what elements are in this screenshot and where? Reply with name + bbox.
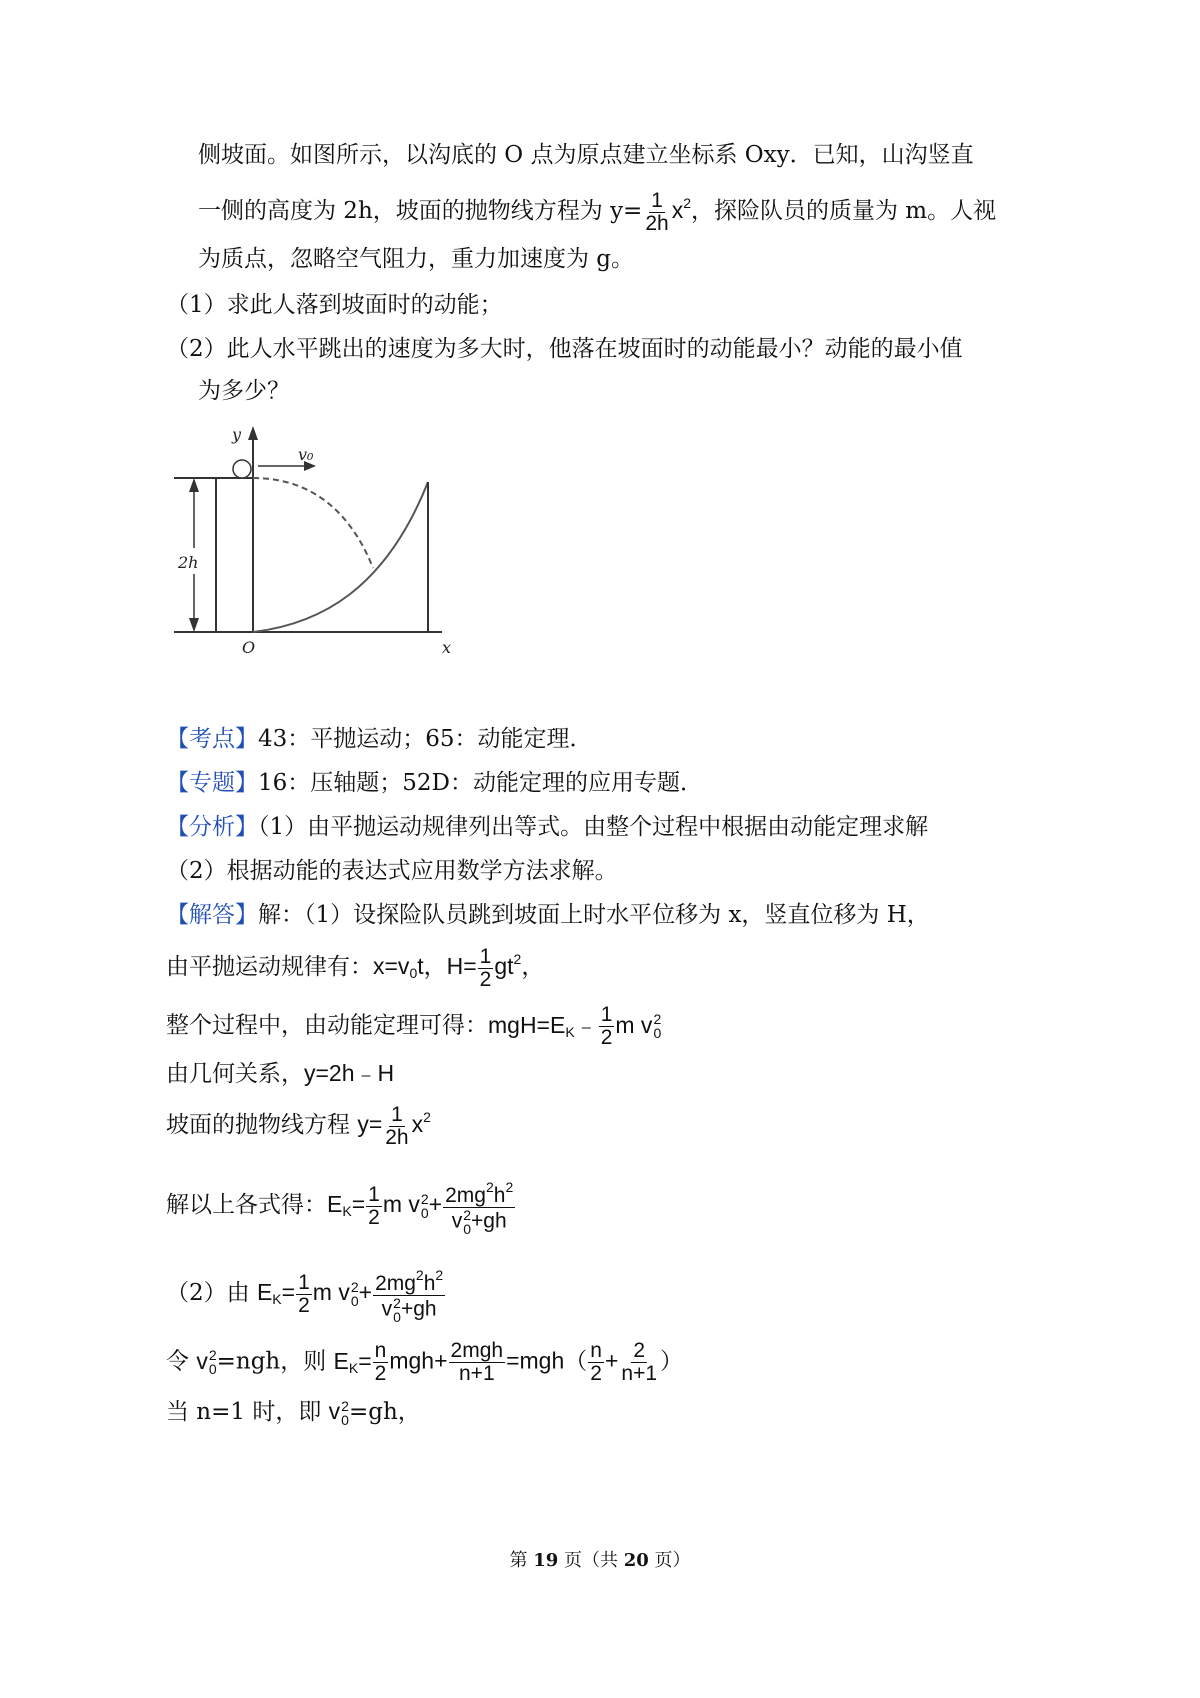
footer-text-a: 第	[509, 1550, 534, 1571]
solution-step-6: （2）由 $E_K=$ $\frac{1}{2}$ m v 2 0 + $2mg^2h^2$ v 2 0 +gh	[166, 1264, 446, 1324]
parabola-fraction: $\frac{1}{2h}$	[645, 188, 669, 235]
height-arrow-top	[189, 478, 199, 492]
kaodian-tag: 【考点】	[166, 726, 258, 752]
zhuanti-text: 16：压轴题；52D：动能定理的应用专题．	[258, 770, 703, 796]
origin-label: O	[242, 638, 256, 657]
n-half-fraction-2: $\frac{n}{2}$	[590, 1339, 602, 1385]
step-7-text-a: 令	[166, 1348, 197, 1375]
height-label: 2h	[178, 553, 199, 572]
height-arrow-bottom	[189, 618, 199, 632]
ek-fraction: $2mg^2h^2$ v 2 0 +gh	[443, 1176, 515, 1236]
step-1-text: 由平抛运动规律有：	[166, 954, 373, 980]
solution-step-8: 当 n=1 时，即 v 2 0 =gh，	[166, 1397, 421, 1428]
velocity-label: v₀	[298, 445, 314, 464]
step-5-text: 解以上各式得：	[166, 1192, 327, 1218]
mgh-fraction: $\frac{\text{2mgh}}{n+1}$	[450, 1339, 504, 1385]
half-fraction: $\frac{1}{2}$	[479, 944, 492, 991]
fenxi-text: （1）由平抛运动规律列出等式。由整个过程中根据由动能定理求解	[258, 814, 929, 840]
footer-text-b: 页（共	[558, 1550, 624, 1571]
solution-step-7: 令 v 2 0 =ngh，则 $E_K=$ $\frac{n}{2}$ mgh+ $\frac{\text{2mgh}}{n+1}$ =mgh（ $\frac{n}{2}$ + $\frac{2}{n+1}$ ）	[166, 1339, 684, 1385]
step-1-eq: $x=v_0t$，H=	[373, 953, 477, 981]
question-2-cont: 为多少？	[198, 378, 290, 404]
y-axis-arrow	[248, 426, 258, 440]
step-8-text-b: =gh，	[348, 1399, 421, 1425]
problem-line-3: 为质点，忽略空气阻力，重力加速度为 g。	[198, 246, 635, 272]
page-footer	[0, 1546, 1200, 1572]
step-2-text: 整个过程中，由动能定理可得：	[166, 1012, 488, 1039]
zhuanti-tag: 【专题】	[166, 770, 258, 796]
solution-step-1: 由平抛运动规律有：$x=v_0t$，H= $\frac{1}{2}$ $gt^2$，	[166, 944, 545, 991]
page-number: 19	[533, 1550, 559, 1571]
problem-line-2: 一侧的高度为 2h，坡面的抛物线方程为 y= $\frac{1}{2h}$ $x^2$，探险队员的质量为 m。人视	[198, 188, 997, 235]
zhuanti-line	[166, 768, 703, 798]
physics-diagram	[160, 420, 460, 660]
n-half-fraction: $\frac{n}{2}$	[374, 1339, 387, 1385]
y-axis-label: y	[232, 425, 242, 444]
half-fraction: $\frac{1}{2}$	[298, 1270, 310, 1317]
fenxi-tag: 【分析】	[166, 814, 258, 840]
question-2: （2）此人水平跳出的速度为多大时，他落在坡面时的动能最小？动能的最小值	[166, 336, 963, 362]
jieda-tag: 【解答】	[166, 902, 258, 928]
footer-text-c: 页）	[648, 1550, 691, 1571]
explorer-ball	[233, 460, 251, 478]
kaodian-text: 43：平抛运动；65：动能定理．	[258, 726, 593, 752]
ek-fraction: $2mg^2h^2$ v 2 0 +gh	[373, 1264, 445, 1324]
step-7-text-b: =ngh，则	[216, 1348, 334, 1375]
jieda-text: 解：（1）设探险队员跳到坡面上时水平位移为 x，竖直位移为 H，	[258, 902, 930, 928]
half-fraction: $\frac{1}{2}$	[600, 1003, 613, 1049]
solution-step-2: 整个过程中，由动能定理可得：$mgH=E_K﹣$ $\frac{1}{2}$ m v 2 0	[166, 1003, 662, 1049]
solution-step-3	[166, 1058, 394, 1089]
total-pages: 20	[623, 1550, 649, 1571]
solution-step-4: 坡面的抛物线方程 y= $\frac{1}{2h}$ $x^2$	[166, 1102, 431, 1149]
solution-step-5: 解以上各式得：$E_K=$ $\frac{1}{2}$ m v 2 0 + $2mg^2h^2$ v 2 0 +gh	[166, 1176, 516, 1236]
step-6-text: （2）由	[166, 1280, 257, 1306]
x-axis-label: x	[442, 638, 452, 657]
trajectory-dashed	[253, 478, 373, 568]
two-over-n1-fraction: $\frac{2}{n+1}$	[621, 1339, 658, 1385]
problem-line-2-text-b: ，探险队员的质量为 m。人视	[691, 198, 997, 224]
step-3-eq: y=2h﹣H	[304, 1060, 395, 1086]
question-1: （1）求此人落到坡面时的动能；	[166, 292, 503, 318]
step-4-text: 坡面的抛物线方程	[166, 1112, 358, 1138]
parabolic-slope	[253, 482, 428, 632]
half-fraction: $\frac{1}{2}$	[368, 1182, 380, 1229]
problem-line-2-text-a: 一侧的高度为 2h，坡面的抛物线方程为 y=	[198, 198, 643, 224]
problem-line-1: 侧坡面。如图所示，以沟底的 O 点为原点建立坐标系 Oxy．已知，山沟竖直	[198, 142, 974, 168]
kaodian-line	[166, 724, 593, 754]
fenxi-line-2: （2）根据动能的表达式应用数学方法求解。	[166, 858, 618, 884]
parabola-fraction-2: $\frac{1}{2h}$	[385, 1102, 409, 1149]
jieda-line	[166, 900, 930, 930]
step-3-text: 由几何关系，	[166, 1061, 304, 1087]
step-8-text-a: 当 n=1 时，即	[166, 1399, 329, 1425]
fenxi-line	[166, 812, 928, 842]
